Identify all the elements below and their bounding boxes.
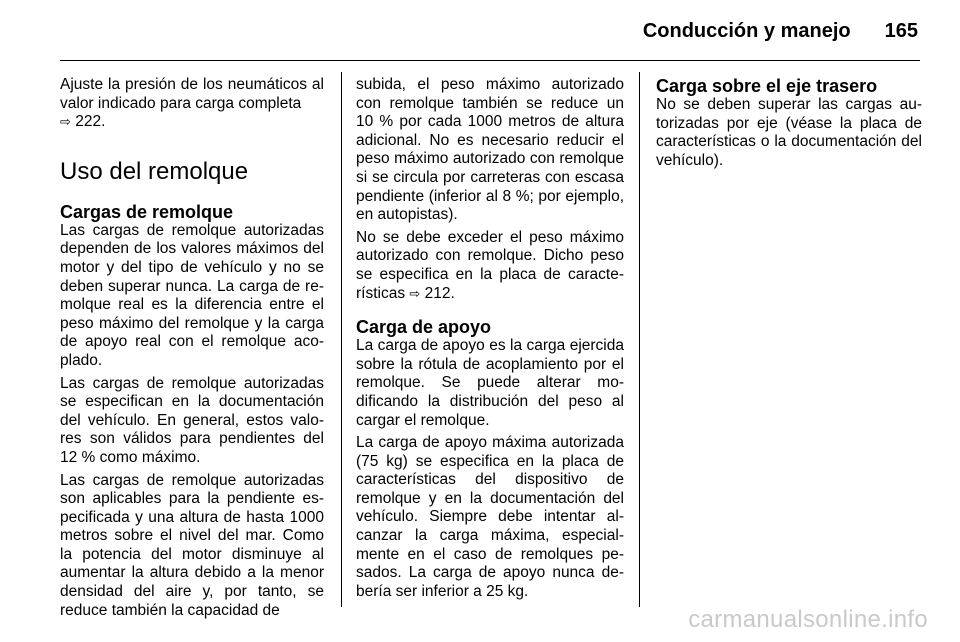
arrow-ref-icon: ⇨ <box>409 285 421 301</box>
paragraph: No se deben superar las cargas autorizadas por eje (véase la placa de características o la documentación del vehículo). <box>656 96 922 169</box>
column-2 <box>356 76 624 605</box>
column-divider <box>639 72 640 607</box>
page-number: 165 <box>884 19 918 42</box>
arrow-ref-icon: ⇨ <box>60 114 71 130</box>
page-ref-link[interactable]: 222. <box>75 113 106 131</box>
page-header <box>643 14 918 48</box>
paragraph: subida, el peso máximo autorizado con remolque también se reduce un 10 % por cada 1000 metros de altura adicional. No es necesario reducir el peso máximo autorizado con remolque si se circula por carreteras con escasa pendiente (inferior al 8 %; por ejemplo, en autopistas). <box>356 76 624 224</box>
paragraph: Las cargas de remolque autorizadas son aplicables para la pendiente especificada y una altura de hasta 1000 metros sobre el nivel del mar. Como la potencia del motor disminuye al aumentar la altura debido a la menor densidad del aire y, por tanto, se reduce también la capacidad de <box>60 471 324 619</box>
paragraph: Las cargas de remolque autorizadas dependen de los valores máximos del motor y del tipo de vehículo y no se deben superar nunca. La carga de remolque real es la diferencia entre el peso máximo del remolque y la carga de apoyo real con el remolque acoplado. <box>60 221 324 369</box>
subsection-title-support-load: Carga de apoyo <box>356 317 492 338</box>
subsection-title-trailer-loads: Cargas de remolque <box>60 201 234 222</box>
paragraph: La carga de apoyo es la carga ejercida sobre la rótula de acoplamiento por el remolque. Se puede alterar modificando la distribución del peso al cargar el remolque. <box>356 337 624 429</box>
paragraph-max-weight: No se debe exceder el peso máximo autorizado con remolque. Dicho peso se especifica en la placa de características ⇨ 212. <box>356 228 624 302</box>
page-ref-link[interactable]: 212. <box>424 284 455 302</box>
paragraph: Las cargas de remolque autorizadas se especifican en la documentación del vehículo. En general, estos valores son válidos para pendientes del 12 % como máximo. <box>60 374 324 466</box>
column-3 <box>656 76 922 174</box>
header-divider <box>60 60 920 61</box>
paragraph-tire-pressure: Ajuste la presión de los neumáticos al valor indicado para carga completa ⇨ 222. <box>60 76 324 131</box>
column-1 <box>60 76 324 624</box>
watermark: carmanualsonline.info <box>688 606 928 633</box>
paragraph: La carga de apoyo máxima autorizada (75 kg) se especifica en la placa de características del dispositivo de remolque y en la documentación del vehículo. Siempre debe intentar alcanzar la carga máxima, especialmente en el caso de remolques pesados. La carga de apoyo nunca debería ser inferior a 25 kg. <box>356 434 624 600</box>
subsection-title-rear-axle: Carga sobre el eje trasero <box>656 76 878 96</box>
section-title: Uso del remolque <box>60 157 249 185</box>
column-divider <box>341 72 342 607</box>
header-title: Conducción y manejo <box>642 19 851 42</box>
